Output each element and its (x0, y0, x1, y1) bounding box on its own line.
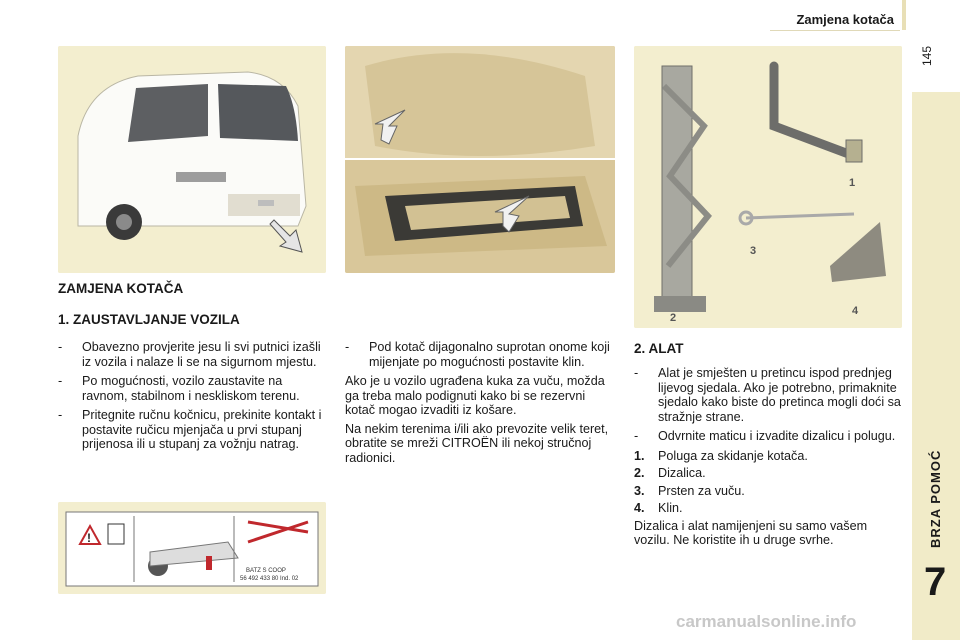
svg-text:!: ! (87, 531, 91, 545)
label-code: 56 492 433 80 Ind. 02 (240, 576, 299, 582)
list-item: - Odvrnite maticu i izvadite dizalicu i polugu. (634, 429, 896, 443)
tool-callout-2: 2 (670, 312, 677, 324)
list-item: - Obavezno provjerite jesu li svi putnici izašli iz vozila i nalaze li se na sigurnom mjestu. (58, 340, 321, 369)
label-maker: BATZ S COOP (246, 568, 286, 574)
page-number: 145 (920, 45, 934, 66)
tool-item: 3. Prsten za vuču. (634, 483, 745, 498)
section2-title: 2. ALAT (634, 341, 684, 356)
chapter-number: 7 (924, 560, 947, 604)
section2-list (634, 366, 902, 552)
list-item: - Alat je smješten u pretincu ispod prednjeg lijevog sjedala. Ako je potrebno, primaknite sjedalo kako biste do pretinca mogli doći sa stražnje strane. (634, 366, 901, 424)
van-photo (58, 46, 326, 273)
chapter-label: BRZA POMOĆ (928, 449, 943, 548)
tool-callout-1: 1 (849, 177, 856, 189)
middle-column (345, 340, 617, 469)
paragraph: Na nekim terenima i/ili ako prevozite velik teret, obratite se mreži CITROËN ili nekoj stručnoj radionici. (345, 421, 609, 465)
warning-label-photo (58, 502, 326, 594)
header-accent (902, 0, 906, 30)
tool-callout-3: 3 (750, 245, 757, 257)
list-item: - Pod kotač dijagonalno suprotan onome koji mijenjate po mogućnosti postavite klin. (345, 340, 610, 369)
watermark: carmanualsonline.info (676, 612, 857, 631)
page-section-title: Zamjena kotača (796, 12, 894, 27)
list-item: - Po mogućnosti, vozilo zaustavite na ravnom, stabilnom i neskliskom terenu. (58, 374, 300, 403)
list-item: - Pritegnite ručnu kočnicu, prekinite kontakt i postavite ručicu mjenjača u prvi stupanj prijenosa ili u stupanj za vožnju natrag. (58, 408, 322, 451)
paragraph: Ako je u vozilo ugrađena kuka za vuču, možda ga treba malo podignuti kako bi se rezervni kotač mogao izvaditi iz košare. (345, 374, 605, 417)
tool-item: 4. Klin. (634, 501, 683, 515)
section1-list (58, 340, 326, 457)
tool-item: 1. Poluga za skidanje kotača. (634, 448, 808, 463)
closing-note: Dizalica i alat namijenjeni su samo vašem vozilu. Ne koristite ih u druge svrhe. (634, 518, 868, 547)
seat-storage-photo (345, 46, 615, 273)
header-rule (770, 30, 900, 31)
chapter-side-tab (912, 92, 960, 640)
page-title: ZAMJENA KOTAČA (58, 281, 184, 296)
section1-title: 1. ZAUSTAVLJANJE VOZILA (58, 312, 240, 327)
tools-photo (634, 46, 902, 328)
tool-item: 2. Dizalica. (634, 466, 706, 480)
tool-callout-4: 4 (852, 305, 859, 317)
